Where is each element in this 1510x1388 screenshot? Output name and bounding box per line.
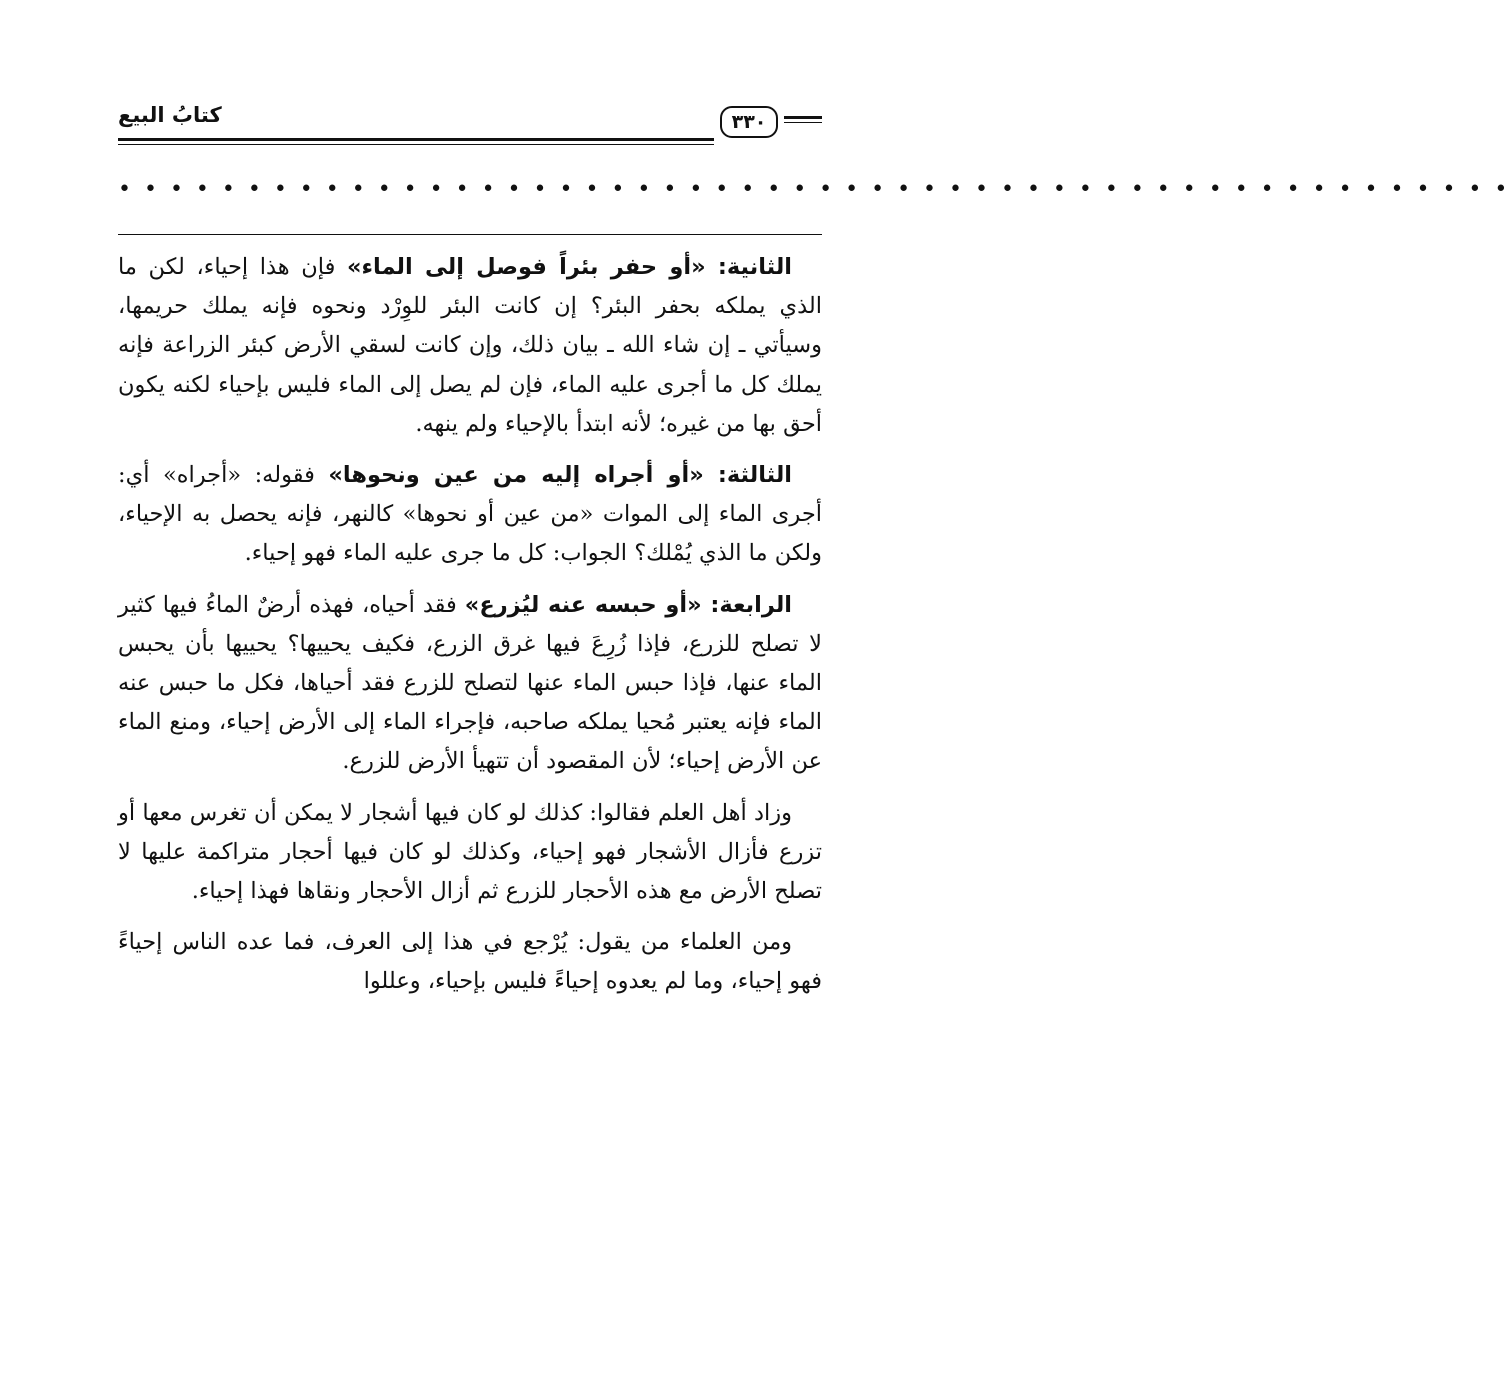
paragraph-text: وزاد أهل العلم فقالوا: كذلك لو كان فيها أشجار لا يمكن أن تغرس معها أو تزرع فأزال الأشجار فهو إحياء، وكذلك لو كان فيها أحجار متراكمة عليها لا تصلح الأرض مع هذه الأحجار للزرع ثم أزال الأحجار ونقاها فهذا إحياء. [118,799,822,905]
paragraph-text: فقد أحياه، فهذه أرضٌ الماءُ فيها كثير لا تصلح للزرع، فإذا زُرِعَ فيها غرق الزرع، فكيف يحييها؟ يحييها بأن يحبس الماء عنها، فإذا حبس الماء عنها لتصلح للزرع فقد أحياها، فكل ما حبس عنه الماء فإنه يعتبر مُحيا يملكه صاحبه، فإجراء الماء إلى الأرض إحياء، ومنع الماء عن الأرض إحياء؛ لأن المقصود أن تتهيأ الأرض للزرع. [118,591,822,775]
paragraph-trees-stones [118,794,822,912]
paragraph-second-case [118,248,822,444]
paragraph-lead: الثالثة: «أو أجراه إليه من عين ونحوها» [328,462,792,489]
ellipsis-divider: • • • • • • • • • • • • • • • • • • • • • • • • • • • • • • • • • • • • • • • • • • • • • • • • • • • • • • [118,177,1510,202]
page-number: ٣٣٠ [720,106,778,138]
paragraph-third-case [118,456,822,574]
header-rule-thin [118,144,714,145]
header-rule-right-thin [784,122,822,123]
header-rule-thick [118,138,714,141]
paragraph-custom [118,923,822,1001]
paragraph-text: ومن العلماء من يقول: يُرْجع في هذا إلى العرف، فما عده الناس إحياءً فهو إحياء، وما لم يعدوه إحياءً فليس بإحياء، وعللوا [118,929,822,995]
paragraph-text: فقوله: «أجراه» أي: أجرى الماء إلى الموات «من عين أو نحوها» كالنهر، فإنه يحصل به الإحياء، ولكن ما الذي يُمْلك؟ الجواب: كل ما جرى عليه الماء فهو إحياء. [118,462,822,567]
paragraph-text: فإن هذا إحياء، لكن ما الذي يملكه بحفر البئر؟ إن كانت البئر للوِرْد ونحوه فإنه يملك حريمها، وسيأتي ـ إن شاء الله ـ بيان ذلك، وإن كانت لسقي الأرض كبئر الزراعة فإنه يملك كل ما أجرى عليه الماء، فإن لم يصل إلى الماء فليس بإحياء لكنه يكون أحق بها من غيره؛ لأنه ابتدأ بالإحياء ولم ينهه. [118,254,822,437]
paragraph-lead: الثانية: «أو حفر بئراً فوصل إلى الماء» [346,254,792,280]
separator-line [118,234,822,235]
paragraph-lead: الرابعة: «أو حبسه عنه ليُزرع» [464,591,792,618]
paragraph-fourth-case [118,586,822,782]
book-title: كتابُ البيع [118,103,222,127]
body-text [118,248,822,1014]
header-rule-right-thick [784,116,822,119]
